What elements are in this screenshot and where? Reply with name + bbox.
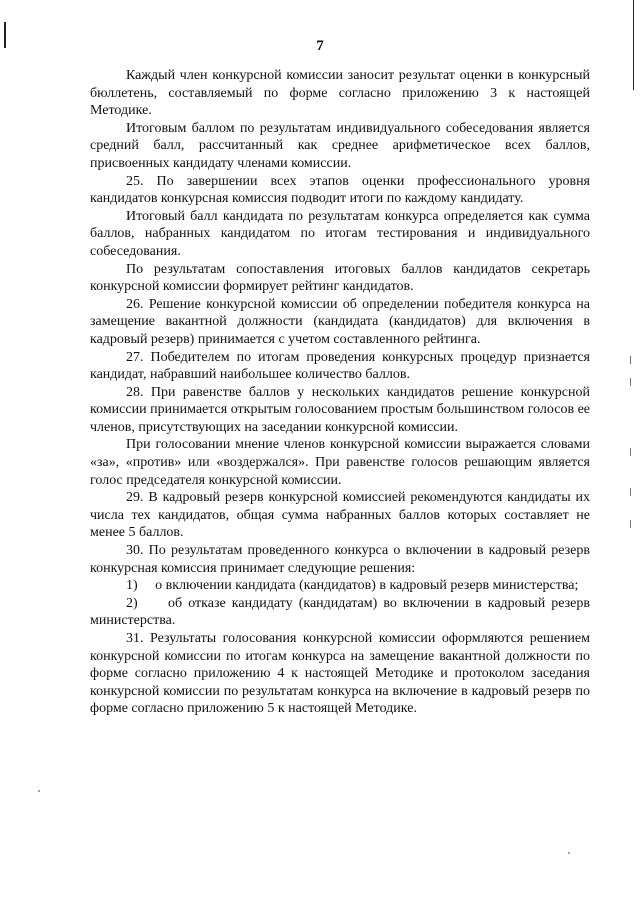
paragraph: 28. При равенстве баллов у нескольких кандидатов решение конкурсной комиссии принимается открытым голосованием простым большинством голосов ее членов, присутствующих на заседании конкурсной комиссии. (90, 384, 590, 435)
paragraph: Итоговый балл кандидата по результатам конкурса определяется как сумма баллов, набранных кандидатом по итогам тестирования и индивидуального собеседования. (90, 208, 590, 259)
paragraph: 26. Решение конкурсной комиссии об определении победителя конкурса на замещение вакантной должности (кандидата (кандидатов) для включения в кадровый резерв) принимается с учетом составленного рейтинга. (90, 296, 590, 347)
paragraph: 31. Результаты голосования конкурсной комиссии оформляются решением конкурсной комиссии по итогам конкурса на замещение вакантной должности по форме согласно приложению 4 к настоящей Методике и протоколом заседания конкурсной комиссии по результатам конкурса на включение в кадровый резерв по форме согласно приложению 5 к настоящей Методике. (90, 631, 590, 717)
scan-mark (630, 520, 631, 528)
document-body (90, 67, 590, 718)
list-item: 2) об отказе кандидату (кандидатам) во включении в кадровый резерв министерства. (90, 595, 590, 629)
paragraph: Каждый член конкурсной комиссии заносит результат оценки в конкурсный бюллетень, составляемый по форме согласно приложению 3 к настоящей Методике. (90, 68, 590, 119)
scan-dot (38, 790, 40, 792)
scan-mark (630, 378, 631, 386)
scan-dot (568, 852, 570, 854)
paragraph: 25. По завершении всех этапов оценки профессионального уровня кандидатов конкурсная комиссия подводит итоги по каждому кандидату. (90, 173, 590, 207)
paragraph: 30. По результатам проведенного конкурса о включении в кадровый резерв конкурсная комиссия принимает следующие решения: (90, 543, 590, 576)
scan-mark (633, 0, 634, 90)
paragraph: По результатам сопоставления итоговых баллов кандидатов секретарь конкурсной комиссии формирует рейтинг кандидатов. (90, 261, 590, 295)
paragraph: 27. Победителем по итогам проведения конкурсных процедур признается кандидат, набравший наибольшее количество баллов. (90, 349, 590, 383)
scan-mark (630, 448, 631, 456)
page-number: 7 (316, 38, 324, 54)
paragraph: Итоговым баллом по результатам индивидуального собеседования является средний балл, рассчитанный как среднее арифметическое всех баллов, присвоенных кандидату членами комиссии. (90, 120, 590, 171)
paragraph: 29. В кадровый резерв конкурсной комиссией рекомендуются кандидаты их числа тех кандидатов, общая сумма набранных баллов которых составляет не менее 5 баллов. (90, 490, 590, 541)
scan-mark (630, 488, 631, 496)
paragraph: При голосовании мнение членов конкурсной комиссии выражается словами «за», «против» или «воздержался». При равенстве голосов решающим является голос председателя конкурсной комиссии. (90, 437, 590, 488)
scan-mark (4, 22, 6, 48)
list-item: 1) о включении кандидата (кандидатов) в кадровый резерв министерства; (126, 578, 579, 594)
scan-mark (630, 356, 631, 364)
